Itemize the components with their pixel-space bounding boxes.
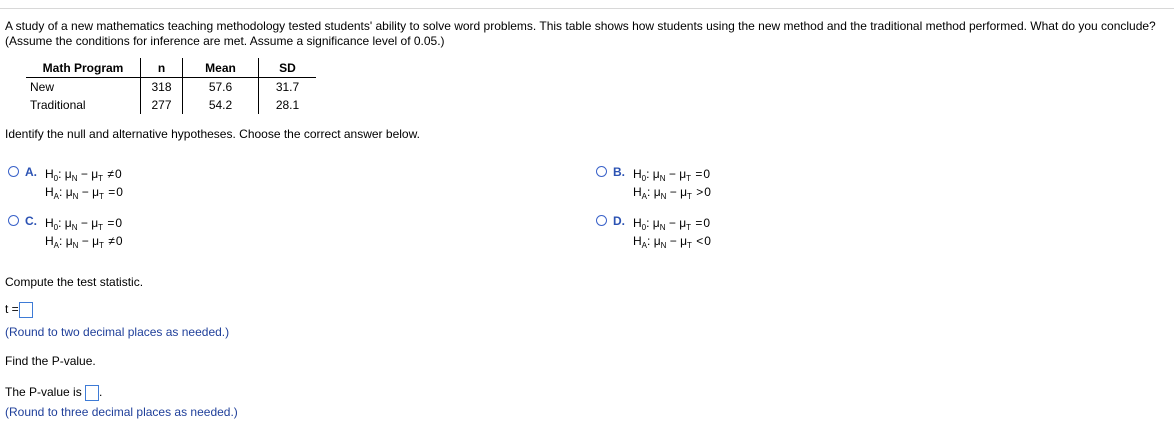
question-text: A study of a new mathematics teaching methodology tested students' ability to solve word problems. This table shows how students using the new method and the traditional method performed. What do you conclude? (Assume the conditions for inference are met. Assume a significance level of 0.05.) — [5, 19, 1156, 48]
cell-mean: 57.6 — [183, 78, 259, 97]
choice-b-letter: B. — [613, 165, 625, 179]
choice-d-alt: $H_A$: $\mu_N - \mu_T <0$ — [633, 234, 711, 250]
cell-n: 277 — [141, 96, 183, 114]
cell-program: New — [30, 80, 55, 94]
table-row — [26, 96, 316, 114]
choice-b-radio[interactable] — [596, 166, 607, 177]
choice-b-alt: $H_A$: $\mu_N - \mu_T >0$ — [633, 185, 711, 201]
data-table — [26, 58, 316, 114]
t-statistic-row — [5, 302, 33, 318]
header-mean: Mean — [183, 58, 259, 78]
choice-c-alt: $H_A$: $\mu_N - \mu_T \ne 0$ — [45, 234, 123, 250]
top-divider — [0, 8, 1174, 9]
cell-program: Traditional — [30, 98, 86, 112]
p-value-suffix: . — [99, 385, 103, 400]
t-label: t = — [5, 302, 19, 317]
choice-a-letter: A. — [25, 165, 37, 179]
hypotheses-prompt: Identify the null and alternative hypotheses. Choose the correct answer below. — [5, 127, 420, 141]
choice-c-radio[interactable] — [8, 215, 19, 226]
choice-c-letter: C. — [25, 214, 37, 228]
choice-a-radio[interactable] — [8, 166, 19, 177]
cell-n: 318 — [141, 78, 183, 97]
choice-d-letter: D. — [613, 214, 625, 228]
p-value-input[interactable] — [85, 385, 99, 401]
cell-sd: 28.1 — [259, 96, 317, 114]
compute-prompt: Compute the test statistic. — [5, 275, 144, 289]
choice-c-null: $H_0$: $\mu_N - \mu_T =0$ — [45, 216, 123, 232]
choice-a-alt: $H_A$: $\mu_N - \mu_T =0$ — [45, 185, 123, 201]
round-three-note: (Round to three decimal places as needed.) — [5, 405, 238, 419]
table-header-row — [26, 58, 316, 78]
round-two-note: (Round to two decimal places as needed.) — [5, 325, 230, 339]
t-statistic-input[interactable] — [19, 302, 33, 318]
header-n: n — [141, 58, 183, 78]
table-row — [26, 78, 316, 97]
choice-b-null: $H_0$: $\mu_N - \mu_T =0$ — [633, 167, 711, 183]
cell-sd: 31.7 — [259, 78, 317, 97]
choice-d-null: $H_0$: $\mu_N - \mu_T =0$ — [633, 216, 711, 232]
p-value-row — [5, 385, 102, 401]
header-sd: SD — [259, 58, 317, 78]
header-math-program: Math Program — [26, 58, 141, 78]
cell-mean: 54.2 — [183, 96, 259, 114]
choice-a-null: $H_0$: $\mu_N - \mu_T \ne 0$ — [45, 167, 122, 183]
find-p-prompt: Find the P-value. — [5, 354, 96, 368]
choice-d-radio[interactable] — [596, 215, 607, 226]
p-value-label: The P-value is — [5, 385, 82, 400]
